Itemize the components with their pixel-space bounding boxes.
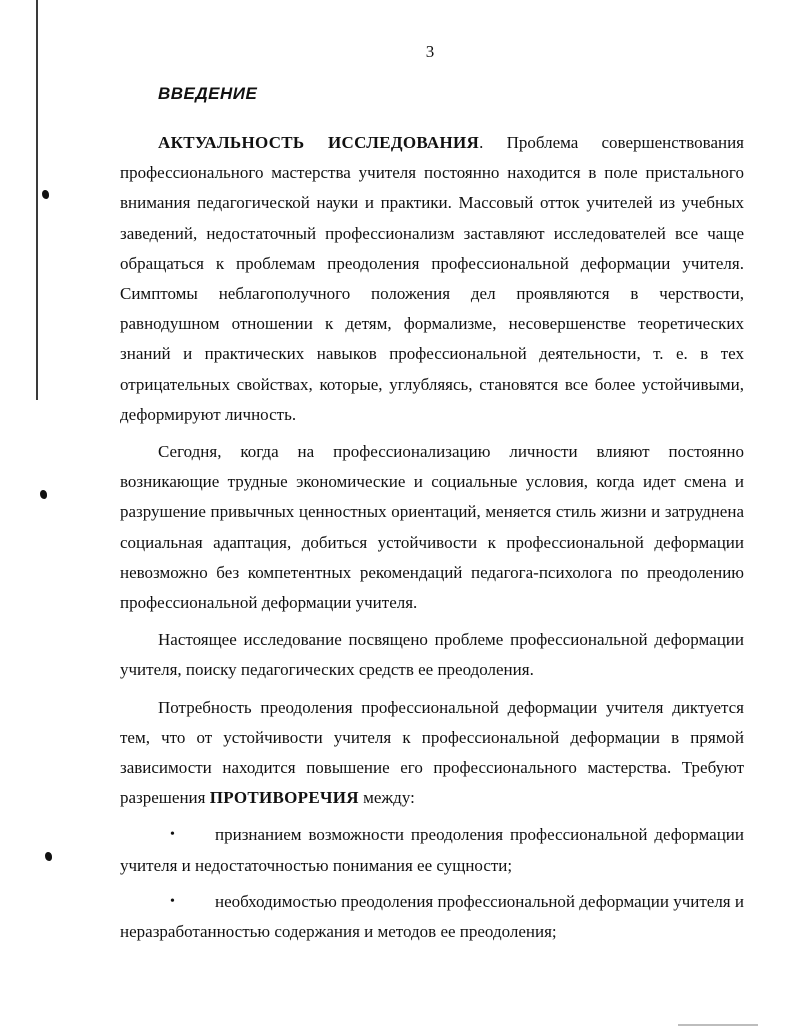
scan-artifact-mark [45,852,52,861]
paragraph-lead: АКТУАЛЬНОСТЬ ИССЛЕДОВАНИЯ [158,133,480,152]
list-item-text: признанием возможности преодоления профессиональной деформации учителя и недостаточностью понимания ее сущности; [120,825,744,875]
paragraph-text: Настоящее исследование посвящено проблеме профессиональной деформации учителя, поиску педагогических средств ее преодоления. [120,630,744,680]
list-item [120,820,744,880]
scan-artifact-dash [678,1024,758,1026]
scan-artifact-mark [42,190,49,199]
paragraph-relevance [120,128,744,430]
paragraph-today [120,437,744,618]
bullet-icon: • [170,827,175,843]
section-heading: ВВЕДЕНИЕ [158,84,258,103]
paragraph-need [120,693,744,814]
list-item-text: необходимостью преодоления профессиональной деформации учителя и неразработанностью содержания и методов ее преодоления; [120,891,744,942]
list-item [120,887,744,947]
paragraph-emphasis: ПРОТИВОРЕЧИЯ [209,788,359,808]
paragraph-tail: между: [358,788,415,808]
body-text [120,128,744,953]
paragraph-text: . Проблема совершенствования профессионального мастерства учителя постоянно находится в поле пристального внимания педагогической науки и практики. Массовый отток учителей из учебных заведений, недостаточный профессионализм заставляют исследователей все чаще обращаться к проблемам преодоления профессиональной деформации учителя. Симптомы неблагополучного положения дел проявляются в черствости, равнодушном отношении к детям, формализме, несовершенстве теоретических знаний и практических навыков профессиональной деятельности, т. е. в тех отрицательных свойствах, которые, углубляясь, становятся все более устойчивыми, деформируют личность. [120,133,744,424]
bullet-icon: • [170,893,175,909]
paragraph-research [120,625,744,685]
page-number: 3 [425,42,435,61]
paragraph-text: Потребность преодоления профессиональной деформации учителя диктуется тем, что от устойчивости учителя к профессиональной деформации в прямой зависимости находится повышение его профессионального мастерства. Требуют разрешения [120,697,744,808]
scan-artifact-mark [40,490,47,499]
paragraph-text: Сегодня, когда на профессионализацию личности влияют постоянно возникающие трудные экономические и социальные условия, когда идет смена и разрушение привычных ценностных ориентаций, меняется стиль жизни и затруднена социальная адаптация, добиться устойчивости к профессиональной деформации невозможно без компетентных рекомендаций педагога-психолога по преодолению профессиональной деформации учителя. [120,442,744,613]
